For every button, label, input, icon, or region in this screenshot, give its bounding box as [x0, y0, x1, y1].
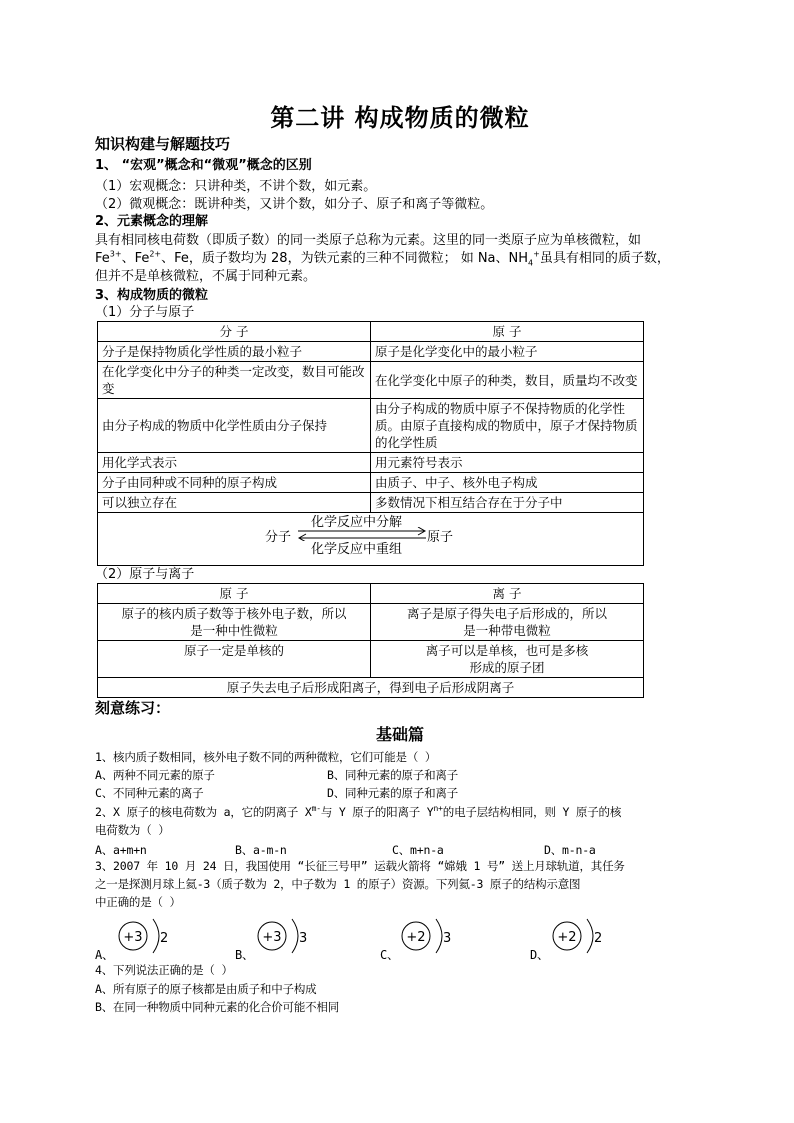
- q2-option-d: D、m-n-a: [544, 843, 596, 857]
- electron-count: 2: [594, 931, 603, 946]
- s2-paragraph-line1: 具有相同核电荷数（即质子数）的同一类原子总称为元素。这里的同一类原子应为单核微粒，如: [95, 233, 642, 248]
- q4-option-a: A、所有原子的原子核都是由质子和中子构成: [95, 982, 317, 996]
- table-cell: 用化学式表示: [98, 453, 371, 473]
- table-cell: 原子的核内质子数等于核外电子数，所以是一种中性微粒: [98, 604, 371, 641]
- atom-diagram-c: [400, 914, 460, 958]
- atom-diagram-d: [551, 914, 611, 958]
- page-title: 第二讲 构成物质的微粒: [270, 103, 530, 132]
- nucleus-charge: +2: [406, 930, 426, 945]
- q3-option-letter-c: C、: [380, 948, 399, 962]
- q2-option-b: B、a-m-n: [235, 843, 287, 857]
- q1-option-b: B、同种元素的原子和离子: [327, 768, 459, 782]
- table-cell: 在化学变化中分子的种类一定改变，数目可能改变: [98, 362, 371, 399]
- practice-heading: 刻意练习：: [95, 699, 171, 717]
- q3-stem-line3: 中正确的是（ ）: [95, 895, 181, 909]
- q4-option-b: B、在同一种物质中同种元素的化合价可能不相同: [95, 1000, 340, 1014]
- nucleus-charge: +3: [123, 930, 143, 945]
- s1-line2: （2）微观概念：既讲种类，又讲个数，如分子、原子和离子等微粒。: [95, 197, 494, 212]
- q2-stem-line1: 2、X 原子的核电荷数为 a，它的阴离子 $X^{m-}$与 Y 原子的阳离子 $Y^{n+}$的电子层结构相同，则 Y 原子的核: [95, 804, 622, 819]
- q1-option-a: A、两种不同元素的原子: [95, 768, 215, 782]
- electron-count: 3: [299, 931, 308, 946]
- q3-stem-line1: 3、2007 年 10 月 24 日，我国使用 “长征三号甲” 运载火箭将 “嫦娥 1 号” 送上月球轨道，其任务: [95, 859, 625, 873]
- table-row: [98, 342, 644, 362]
- q1-stem: 1、核内质子数相同，核外电子数不同的两种微粒，它们可能是（ ）: [95, 750, 437, 764]
- section-heading-knowledge: 知识构建与解题技巧: [95, 135, 231, 153]
- table-cell: 原子是化学变化中的最小粒子: [371, 342, 644, 362]
- reaction-arrow-diagram: [98, 513, 643, 565]
- table-row: [98, 584, 644, 604]
- basic-section-title: 基础篇: [375, 725, 424, 744]
- table-row: [98, 399, 644, 453]
- table-row: [98, 513, 644, 566]
- table2-caption: （2）原子与离子: [95, 567, 195, 582]
- table-cell: 由分子构成的物质中原子不保持物质的化学性质。由原子直接构成的物质中，原子才保持物质的化学性质: [371, 399, 644, 453]
- table-cell: 可以独立存在: [98, 493, 371, 513]
- nucleus-charge: +3: [262, 930, 282, 945]
- table-header-atom: 原 子: [371, 322, 644, 342]
- table-row: [98, 473, 644, 493]
- table-row: [98, 678, 644, 698]
- table-row: [98, 453, 644, 473]
- table-row: [98, 493, 644, 513]
- table-cell-summary: 原子失去电子后形成阳离子，得到电子后形成阴离子: [98, 678, 644, 698]
- q2-option-a: A、a+m+n: [95, 843, 147, 857]
- table-row: [98, 322, 644, 342]
- q3-stem-line2: 之一是探测月球上氦-3（质子数为 2，中子数为 1 的原子）资源。下列氦-3 原子的结构示意图: [95, 877, 581, 891]
- q1-option-c: C、不同种元素的离子: [95, 786, 204, 800]
- q3-option-letter-b: B、: [235, 948, 254, 962]
- molecule-atom-table: [97, 321, 644, 566]
- s1-line1: （1）宏观概念：只讲种类，不讲个数，如元素。: [95, 179, 377, 194]
- table-row: [98, 362, 644, 399]
- table-cell: 离子可以是单核，也可是多核形成的原子团: [371, 641, 644, 678]
- table-row: [98, 604, 644, 641]
- table1-caption: （1）分子与原子: [95, 305, 195, 320]
- table-cell: 由质子、中子、核外电子构成: [371, 473, 644, 493]
- s3-heading: 3、构成物质的微粒: [95, 288, 209, 303]
- s2-heading: 2、元素概念的理解: [95, 214, 209, 229]
- table-cell: 原子一定是单核的: [98, 641, 371, 678]
- table-header-molecule: 分 子: [98, 322, 371, 342]
- electron-count: 3: [443, 931, 452, 946]
- reaction-arrow-cell: [98, 513, 644, 566]
- table-cell: 用元素符号表示: [371, 453, 644, 473]
- double-arrow-icon: [296, 527, 428, 541]
- electron-count: 2: [160, 931, 169, 946]
- table-cell: 多数情况下相互结合存在于分子中: [371, 493, 644, 513]
- table-header-atom: 原 子: [98, 584, 371, 604]
- nucleus-charge: +2: [557, 930, 577, 945]
- table-row: [98, 641, 644, 678]
- q2-option-c: C、m+n-a: [392, 843, 444, 857]
- table-cell: 分子由同种或不同种的原子构成: [98, 473, 371, 493]
- table-header-ion: 离 子: [371, 584, 644, 604]
- atom-diagram-a: [117, 914, 177, 958]
- s2-paragraph-line2: $Fe^{3+}$、$Fe^{2+}$、Fe，质子数均为 28，为铁元素的三种不同微粒； 如 Na、$NH_4^+$虽具有相同的质子数，: [95, 249, 670, 268]
- q3-option-letter-a: A、: [95, 948, 114, 962]
- q3-option-letter-d: D、: [530, 948, 549, 962]
- arrow-label-atom: 原子: [427, 530, 454, 545]
- arrow-label-recombine: 化学反应中重组: [311, 542, 403, 557]
- s1-heading: 1、 “宏观”概念和“微观”概念的区别: [95, 158, 312, 173]
- q2-stem-line2: 电荷数为（ ）: [95, 823, 170, 837]
- table-cell: 分子是保持物质化学性质的最小粒子: [98, 342, 371, 362]
- atom-diagram-b: [256, 914, 316, 958]
- table-cell: 由分子构成的物质中化学性质由分子保持: [98, 399, 371, 453]
- table-cell: 在化学变化中原子的种类，数目，质量均不改变: [371, 362, 644, 399]
- atom-ion-table: [97, 583, 644, 698]
- q1-option-d: D、同种元素的原子和离子: [327, 786, 459, 800]
- table-cell: 离子是原子得失电子后形成的，所以是一种带电微粒: [371, 604, 644, 641]
- q4-stem: 4、下列说法正确的是（ ）: [95, 963, 233, 977]
- arrow-label-molecule: 分子: [265, 530, 292, 545]
- s2-paragraph-line3: 但并不是单核微粒，不属于同种元素。: [95, 269, 317, 284]
- arrow-label-decompose: 化学反应中分解: [311, 515, 403, 530]
